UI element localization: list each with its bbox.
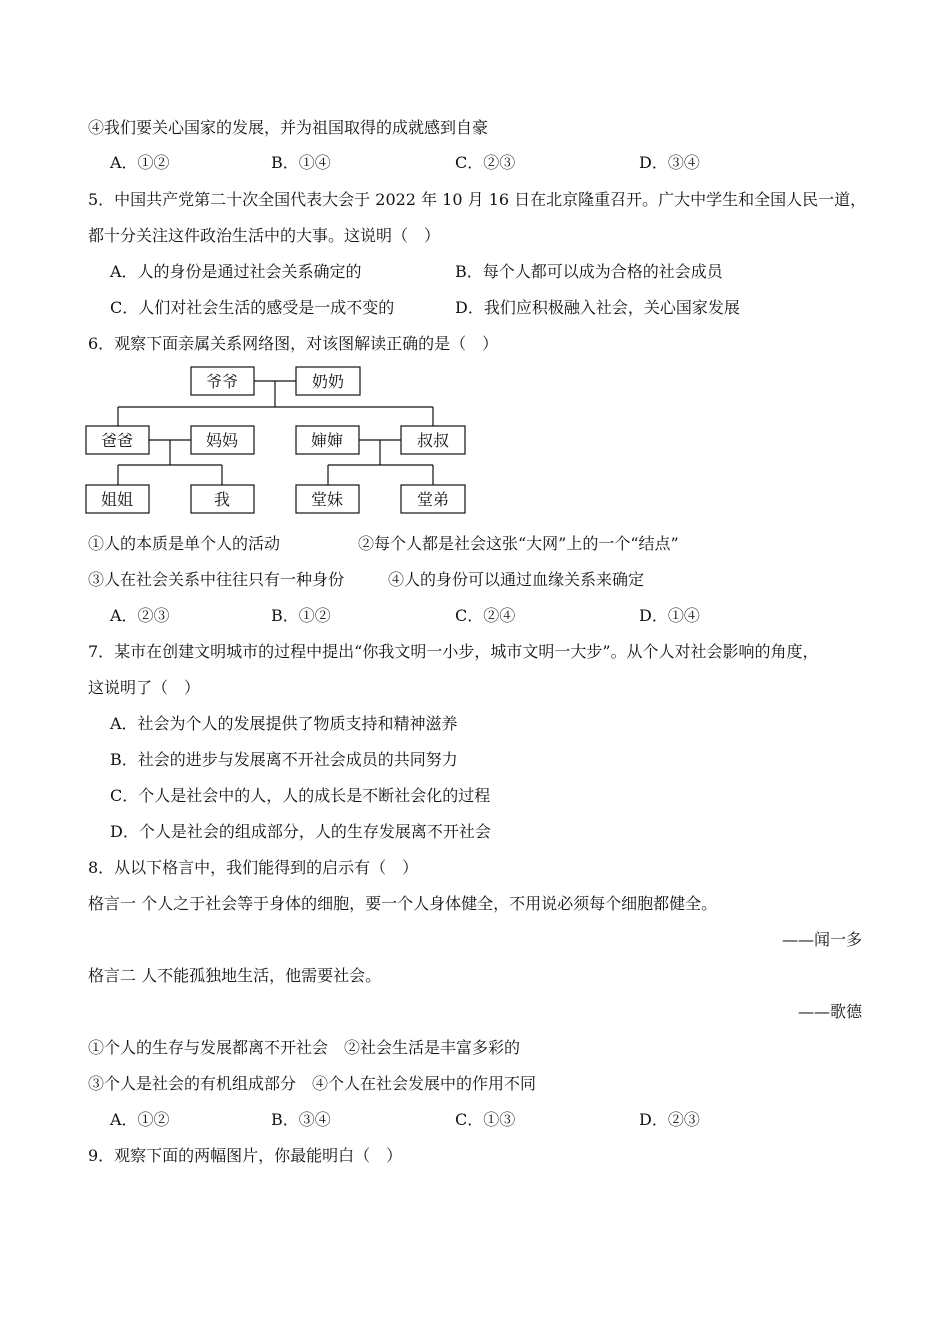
q6-statement-2: ②每个人都是社会这张“大网”上的一个“结点” xyxy=(358,534,679,553)
q8-quote-2: 格言二 人不能孤独地生活，他需要社会。 xyxy=(88,966,382,985)
q7-option-a: A．社会为个人的发展提供了物质支持和精神滋养 xyxy=(110,714,458,733)
q6-option-d: D．①④ xyxy=(639,606,700,625)
label-uncle: 叔叔 xyxy=(416,431,450,450)
q9-stem: 9．观察下面的两幅图片，你最能明白（ ） xyxy=(88,1146,403,1165)
q8-statements-3-4: ③个人是社会的有机组成部分 ④个人在社会发展中的作用不同 xyxy=(88,1074,537,1093)
q5-stem-line-2: 都十分关注这件政治生活中的大事。这说明（ ） xyxy=(88,226,441,245)
q5-option-b: B．每个人都可以成为合格的社会成员 xyxy=(455,262,723,281)
q4-statement-4: ④我们要关心国家的发展，并为祖国取得的成就感到自豪 xyxy=(88,118,489,137)
q7-option-b: B．社会的进步与发展离不开社会成员的共同努力 xyxy=(110,750,458,769)
q8-option-b: B．③④ xyxy=(271,1110,331,1129)
q6-statement-1: ①人的本质是单个人的活动 xyxy=(88,534,281,553)
q5-option-c: C．人们对社会生活的感受是一成不变的 xyxy=(110,298,395,317)
label-me: 我 xyxy=(213,490,231,509)
q6-option-b: B．①② xyxy=(271,606,331,625)
label-cousin-brother: 堂弟 xyxy=(416,490,450,509)
label-sister: 姐姐 xyxy=(100,490,134,509)
q4-option-d: D．③④ xyxy=(639,153,700,172)
q8-quote-1-author: ——闻一多 xyxy=(781,930,862,949)
q7-stem-line-1: 7．某市在创建文明城市的过程中提出“你我文明一小步，城市文明一大步”。从个人对社会影响的角度， xyxy=(88,642,819,661)
q5-option-d: D．我们应积极融入社会，关心国家发展 xyxy=(455,298,740,317)
q5-stem-line-1: 5．中国共产党第二十次全国代表大会于 2022 年 10 月 16 日在北京隆重召开。广大中学生和全国人民一道， xyxy=(88,190,867,209)
q6-option-c: C．②④ xyxy=(455,606,516,625)
label-grandpa: 爷爷 xyxy=(205,372,239,391)
label-dad: 爸爸 xyxy=(100,431,134,450)
q6-statement-4: ④人的身份可以通过血缘关系来确定 xyxy=(388,570,645,589)
label-grandma: 奶奶 xyxy=(311,372,345,391)
q8-quote-2-author: ——歌德 xyxy=(797,1002,862,1021)
q7-stem-line-2: 这说明了（ ） xyxy=(88,678,201,697)
label-mom: 妈妈 xyxy=(205,431,239,450)
q8-option-c: C．①③ xyxy=(455,1110,516,1129)
q8-stem: 8．从以下格言中，我们能得到的启示有（ ） xyxy=(88,858,419,877)
q7-option-c: C．个人是社会中的人，人的成长是不断社会化的过程 xyxy=(110,786,491,805)
label-aunt: 婶婶 xyxy=(310,431,344,450)
label-cousin-sister: 堂妹 xyxy=(310,490,344,509)
q6-option-a: A．②③ xyxy=(110,606,170,625)
q4-option-a: A．①② xyxy=(110,153,170,172)
q6-stem: 6．观察下面亲属关系网络图，对该图解读正确的是（ ） xyxy=(88,334,499,353)
q8-option-a: A．①② xyxy=(110,1110,170,1129)
q6-statement-3: ③人在社会关系中往往只有一种身份 xyxy=(88,570,345,589)
q8-option-d: D．②③ xyxy=(639,1110,700,1129)
q8-statements-1-2: ①个人的生存与发展都离不开社会 ②社会生活是丰富多彩的 xyxy=(88,1038,521,1057)
q5-option-a: A．人的身份是通过社会关系确定的 xyxy=(110,262,362,281)
q4-option-c: C．②③ xyxy=(455,153,516,172)
q4-option-b: B．①④ xyxy=(271,153,331,172)
q8-quote-1: 格言一 个人之于社会等于身体的细胞，要一个人身体健全，不用说必须每个细胞都健全。 xyxy=(88,894,718,913)
q7-option-d: D．个人是社会的组成部分，人的生存发展离不开社会 xyxy=(110,822,491,841)
